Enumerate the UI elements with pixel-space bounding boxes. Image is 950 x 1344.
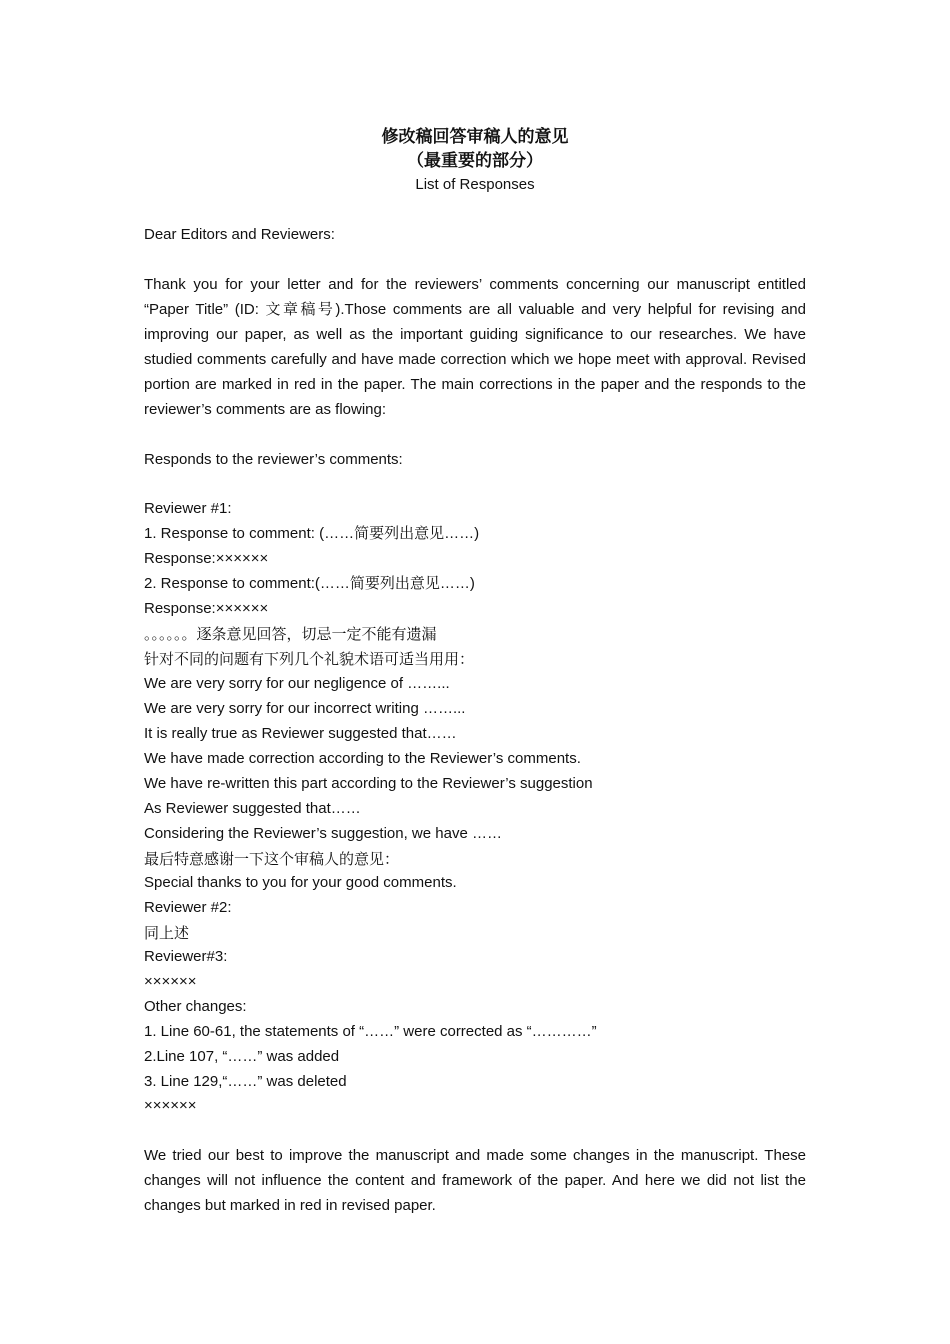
phrase-considering: Considering the Reviewer’s suggestion, we have …… (144, 825, 502, 842)
phrase-negligence: We are very sorry for our negligence of ……... (144, 675, 450, 692)
reviewer-3-response: ×××××× (144, 973, 197, 990)
response-1: Response:×××××× (144, 550, 269, 567)
change-line-129: 3. Line 129,“……” was deleted (144, 1073, 347, 1090)
salutation: Dear Editors and Reviewers: (144, 226, 335, 243)
comment-1: 1. Response to comment: (……简要列出意见……) (144, 525, 480, 542)
note-answer-all: 。。。。。。逐条意见回答，切忌一定不能有遗漏 (144, 625, 437, 643)
note-polite-phrases: 针对不同的问题有下列几个礼貌术语可适当用用： (144, 650, 475, 668)
change-line-60: 1. Line 60-61, the statements of “……” were corrected as “…………” (144, 1023, 597, 1040)
comment-2: 2. Response to comment:(……简要列出意见……) (144, 575, 475, 592)
phrase-made-correction: We have made correction according to the Reviewer’s comments. (144, 750, 581, 767)
intro-paragraph: Thank you for your letter and for the reviewers’ comments concerning our manuscript entitled “Paper Title” (ID: 文章稿号).Those comments are all valuable and very helpful for revising and improving our paper, as well as the important guiding significance to our researches. We have studied comments carefully and have made correction which we hope meet with approval. Revised portion are marked in red in the paper. The main corrections in the paper and the responds to the reviewer’s comments are as flowing: (144, 276, 806, 418)
note-thanks: 最后特意感谢一下这个审稿人的意见： (144, 850, 400, 868)
phrase-special-thanks: Special thanks to you for your good comments. (144, 874, 457, 891)
reviewer-2-heading: Reviewer #2: (144, 899, 232, 916)
response-2: Response:×××××× (144, 600, 269, 617)
change-line-107: 2.Line 107, “……” was added (144, 1048, 340, 1065)
phrase-rewritten: We have re-written this part according to the Reviewer’s suggestion (144, 775, 593, 792)
phrase-as-suggested: As Reviewer suggested that…… (144, 800, 361, 817)
document-subtitle: List of Responses (415, 176, 535, 193)
document-title: 修改稿回答审稿人的意见 (381, 127, 569, 146)
other-changes-heading: Other changes: (144, 998, 247, 1015)
document-title-note: （最重要的部分） (407, 151, 543, 170)
phrase-really-true: It is really true as Reviewer suggested that…… (144, 725, 457, 742)
reviewer-2-note: 同上述 (144, 924, 190, 942)
responds-heading: Responds to the reviewer’s comments: (144, 451, 403, 468)
reviewer-1-heading: Reviewer #1: (144, 500, 232, 517)
reviewer-3-heading: Reviewer#3: (144, 948, 228, 965)
other-changes-more: ×××××× (144, 1097, 197, 1114)
phrase-incorrect-writing: We are very sorry for our incorrect writing ……... (144, 700, 466, 717)
closing-paragraph: We tried our best to improve the manuscript and made some changes in the manuscript. These changes will not influence the content and framework of the paper. And here we did not list the changes but marked in red in revised paper. (144, 1147, 806, 1214)
